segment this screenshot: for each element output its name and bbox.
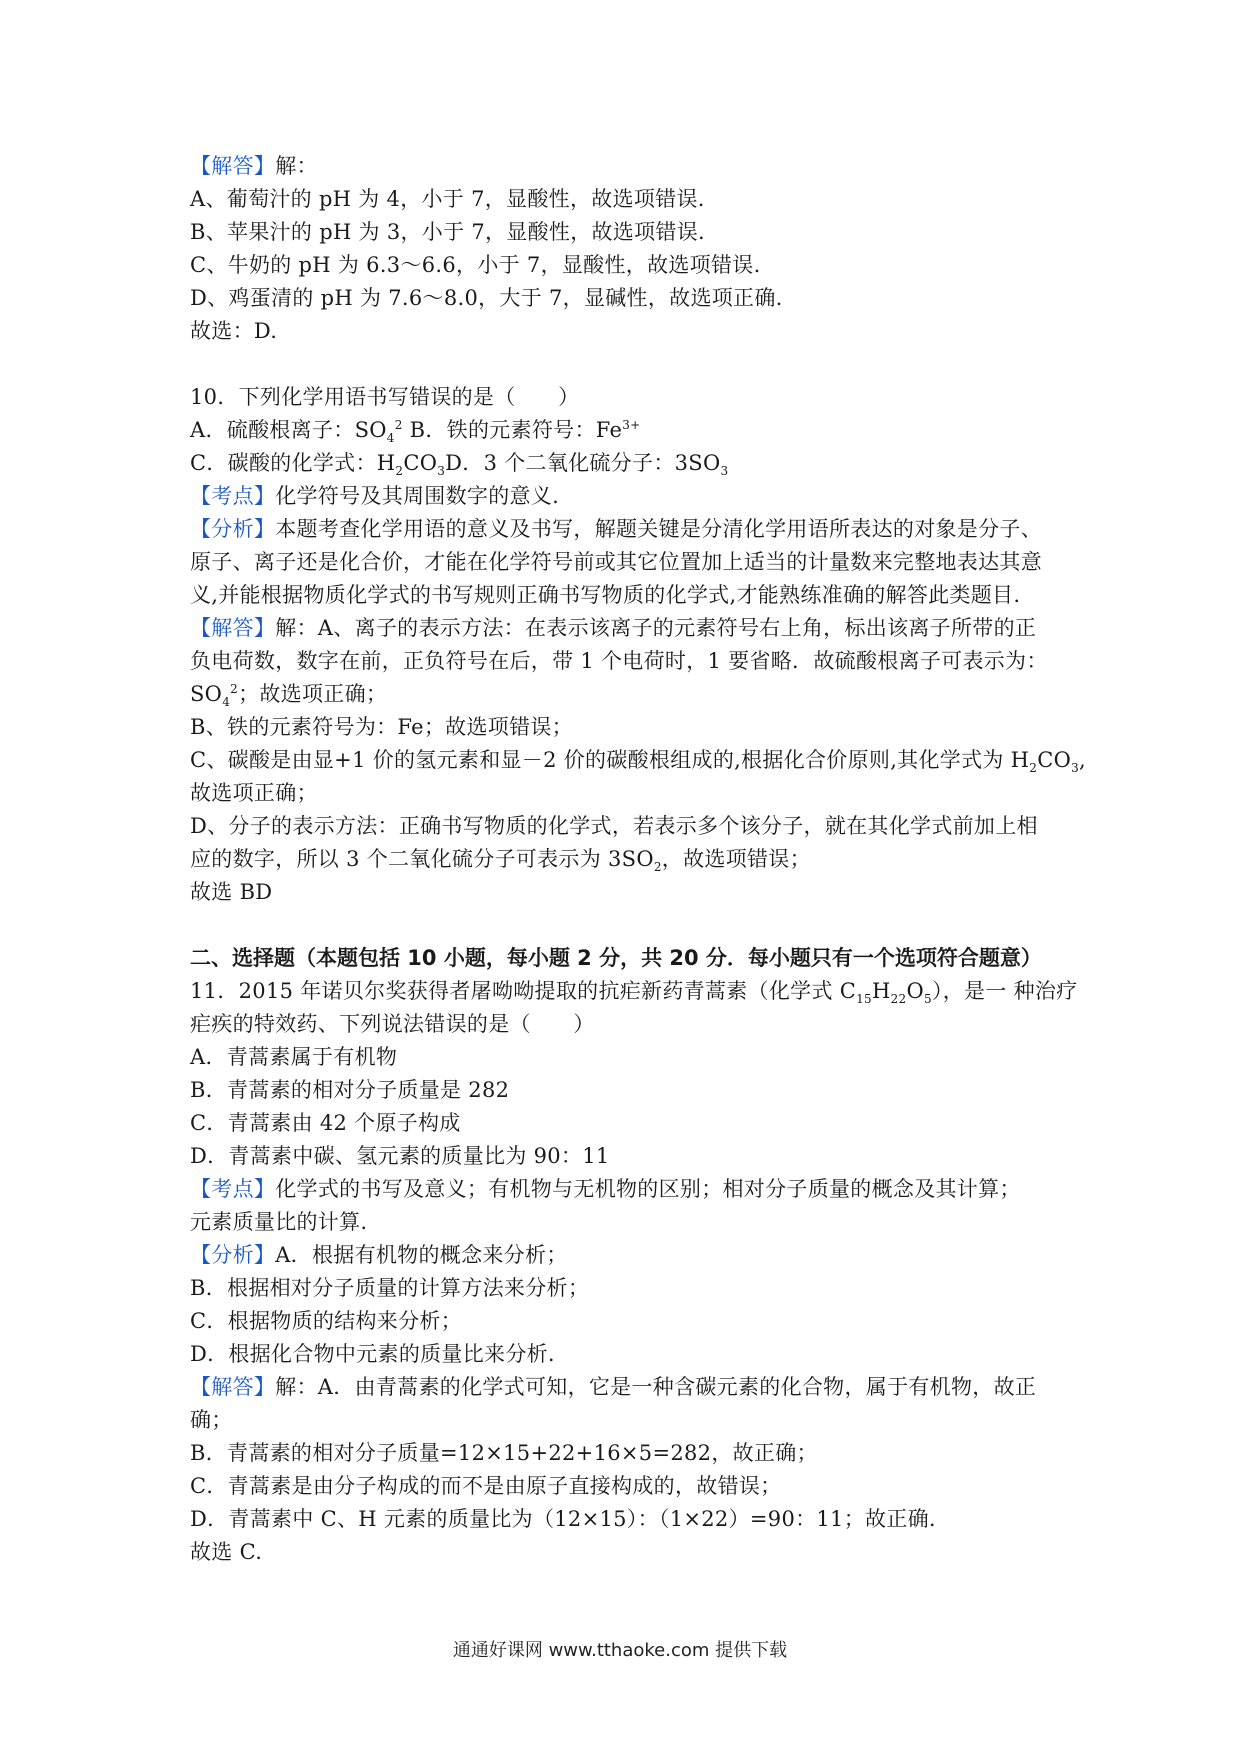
q10-answer-3 [190,678,1070,711]
q10-answer-5-sub1: 2 [1029,761,1038,776]
question-11-stem-1 [190,975,1078,1008]
q11-sub-c: 15 [856,992,872,1007]
q11-o: O [906,979,924,1003]
q11-keypoint-1 [190,1173,1070,1206]
q10-option-a-sub: 4 [386,431,395,446]
question-10-options-cd [190,447,1070,480]
question-10-options-ab [190,414,1070,447]
q11-stem-post: ），是一 种治疗 [931,979,1078,1003]
q10-answer-7: D、分子的表示方法：正确书写物质的化学式，若表示多个该分子，就在其化学式前加上相 [190,814,1038,838]
q11-option-a: A．青蒿素属于有机物 [190,1045,398,1069]
answer-tag: 【解答】 [190,616,276,640]
keypoint-tag: 【考点】 [190,1177,276,1201]
answer-text: 解：A．由青蒿素的化学式可知，它是一种含碳元素的化合物，属于有机物，故正 [275,1375,1037,1399]
q10-conclusion: 故选 BD [190,880,273,904]
q11-answer-4: C．青蒿素是由分子构成的而不是由原子直接构成的，故错误； [190,1474,782,1498]
q10-analysis-1 [190,513,1070,546]
q11-conclusion: 故选 C. [190,1540,263,1564]
q10-answer-4: B、铁的元素符号为：Fe；故选项错误； [190,715,573,739]
answer-line-c: C、牛奶的 pH 为 6.3～6.6，小于 7，显酸性，故选项错误. [190,253,761,277]
question-11-stem-2: 疟疾的特效药、下列说法错误的是（ ） [190,1012,595,1036]
q10-option-b: B．铁的元素符号：Fe [402,418,623,442]
answer-line-d: D、鸡蛋清的 pH 为 7.6～8.0，大于 7，显碱性，故选项正确. [190,286,783,310]
keypoint-text: 化学式的书写及意义；有机物与无机物的区别；相对分子质量的概念及其计算； [275,1177,1021,1201]
q10-answer-3-sup: 2 [230,682,239,696]
q10-option-c-sub2: 3 [437,464,446,479]
answer-conclusion: 故选：D. [190,319,278,343]
q10-answer-8-sub: 2 [653,860,662,875]
section-2-heading: 二、选择题（本题包括 10 小题，每小题 2 分，共 20 分．每小题只有一个选项符合题意） [190,946,1042,970]
q11-analysis-1 [190,1239,1070,1272]
q10-option-a-sup: 2 [394,418,403,432]
page-footer: 通通好课网 www.tthaoke.com 提供下载 [452,1640,788,1661]
answer-header [190,150,1070,183]
keypoint-text: 化学符号及其周围数字的意义. [275,484,560,508]
q11-analysis-4: D．根据化合物中元素的质量比来分析. [190,1342,555,1366]
q11-option-b: B．青蒿素的相对分子质量是 282 [190,1078,510,1102]
q10-option-c-mid: CO [403,451,438,475]
q10-answer-3-formula: SO [190,682,223,706]
q10-answer-5-post: , [1079,748,1087,772]
q10-answer-8-text: 应的数字，所以 3 个二氧化硫分子可表示为 3SO [190,847,654,871]
q10-answer-6: 故选项正确； [190,781,318,805]
q10-analysis-3: 义,并能根据物质化学式的书写规则正确书写物质的化学式,才能熟练准确的解答此类题目. [190,583,1021,607]
analysis-tag: 【分析】 [190,517,276,541]
q11-option-d: D．青蒿素中碳、氢元素的质量比为 90：11 [190,1144,610,1168]
q11-sub-h: 22 [890,992,907,1007]
answer-line-b: B、苹果汁的 pH 为 3，小于 7，显酸性，故选项错误. [190,220,705,244]
q10-answer-1 [190,612,1070,645]
q11-h: H [871,979,891,1003]
q10-answer-3-sub: 4 [222,695,231,710]
q10-option-a: A．硫酸根离子：SO [190,418,387,442]
answer-line-a: A、葡萄汁的 pH 为 4，小于 7，显酸性，故选项错误. [190,187,705,211]
q11-option-c: C．青蒿素由 42 个原子构成 [190,1111,461,1135]
q10-answer-8-post: ，故选项错误； [661,847,811,871]
analysis-text-1: 本题考查化学用语的意义及书写，解题关键是分清化学用语所表达的对象是分子、 [275,517,1042,541]
answer-block-q9 [190,150,1087,1569]
keypoint-tag: 【考点】 [190,484,276,508]
answer-tag: 【解答】 [190,1375,276,1399]
q11-answer-3: B．青蒿素的相对分子质量=12×15+22+16×5=282，故正确； [190,1441,818,1465]
answer-intro: 解： [275,154,318,178]
q11-sub-o: 5 [924,992,932,1007]
q10-keypoint [190,480,1070,513]
q11-answer-5: D．青蒿素中 C、H 元素的质量比为（12×15）：（1×22）=90：11；故正确. [190,1507,936,1531]
analysis-text: A．根据有机物的概念来分析； [275,1243,568,1267]
q11-keypoint-2: 元素质量比的计算. [190,1210,368,1234]
q10-answer-3-text: ；故选项正确； [238,682,388,706]
q11-stem-text: 11．2015 年诺贝尔奖获得者屠呦呦提取的抗疟新药青蒿素（化学式 C [190,979,857,1003]
q10-option-c-sub1: 2 [395,464,404,479]
answer-text-1: 解：A、离子的表示方法：在表示该离子的元素符号右上角，标出该离子所带的正 [275,616,1037,640]
question-10-stem: 10．下列化学用语书写错误的是（ ） [190,385,580,409]
q10-answer-8 [190,843,1070,876]
q10-option-c: C．碳酸的化学式：H [190,451,396,475]
q10-answer-5-sub2: 3 [1071,761,1080,776]
q10-option-b-sup: 3+ [622,418,641,432]
q11-analysis-3: C．根据物质的结构来分析； [190,1309,462,1333]
q11-analysis-2: B．根据相对分子质量的计算方法来分析； [190,1276,590,1300]
answer-tag: 【解答】 [190,154,276,178]
q10-answer-5-mid: CO [1037,748,1072,772]
q11-answer-2: 确； [190,1408,233,1432]
q10-answer-5-text: C、碳酸是由显+1 价的氢元素和显－2 价的碳酸根组成的,根据化合价原则,其化学式为 H [190,748,1030,772]
q10-analysis-2: 原子、离子还是化合价，才能在化学符号前或其它位置加上适当的计量数来完整地表达其意 [190,550,1042,574]
analysis-tag: 【分析】 [190,1243,276,1267]
q11-answer-1 [190,1371,1070,1404]
q10-option-d: D．3 个二氧化硫分子：3SO [445,451,721,475]
q10-answer-5 [190,744,1087,777]
q10-option-d-sub: 3 [720,464,729,479]
q10-answer-2: 负电荷数，数字在前，正负符号在后，带 1 个电荷时，1 要省略．故硫酸根离子可表示为： [190,649,1048,673]
